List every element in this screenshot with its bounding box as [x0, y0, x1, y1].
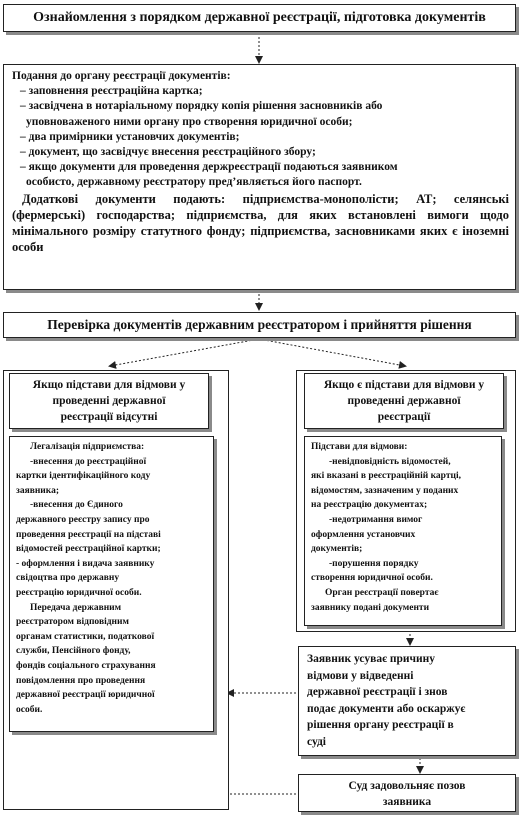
submission-item: особисто, державному реєстратору пред’являється його паспорт.: [26, 176, 362, 189]
step-court: [298, 774, 516, 812]
right-title-line: реєстрації: [377, 411, 431, 423]
left-branch-body: [9, 436, 214, 732]
step-familiarization-text: Ознайомлення з порядком державної реєстрації, підготовка документів: [33, 10, 486, 25]
left-body-line: реєстратором відповідним: [16, 617, 129, 628]
step-familiarization: [3, 4, 516, 32]
arrow-step3-to-right: [259, 339, 405, 366]
left-body-line: реєстрацію юридичної особи.: [16, 587, 142, 598]
left-body-line: - оформлення і видача заявнику: [16, 558, 155, 569]
resubmit-line: Заявник усуває причину: [307, 653, 436, 665]
right-body-line: документів;: [311, 544, 363, 555]
right-body-line: -порушення порядку: [329, 558, 419, 569]
right-title-line: проведенні державної: [347, 395, 461, 407]
step-verification-text: Перевірка документів державним реєстратором і прийняття рішення: [47, 317, 472, 332]
left-body-line: фондів соціального страхування: [16, 660, 156, 671]
resubmit-line: подає документи або оскаржує: [307, 702, 466, 715]
left-title-line: Якщо підстави для відмови у: [32, 379, 186, 391]
left-body-line: особи.: [16, 704, 43, 715]
left-branch-title: [9, 373, 209, 429]
resubmit-line: рішення органу реєстрації в: [307, 719, 454, 732]
right-body-line: які вказані в реєстраційній картці,: [311, 471, 461, 482]
left-body-line: Передача державним: [30, 602, 122, 613]
left-body-line: -внесення до Єдиного: [30, 500, 123, 511]
right-title-line: Якщо є підстави для відмови у: [323, 379, 485, 391]
court-line: Суд задовольняє позов: [348, 780, 466, 792]
submission-additional: Додаткові документи подають: підприємства-монополісти; АТ; селянські (фермерські) господарства; підприємства, для яких встановлені вимоги щодо мінімального розміру статутного фонду; підприємства, засновниками яких є іноземні особи: [12, 191, 509, 254]
step-verification: [3, 312, 516, 338]
right-body-line: відомостям, зазначеним у поданих: [311, 485, 459, 496]
right-body-line: на реєстрацію документах;: [311, 500, 428, 511]
left-body-line: проведення реєстрації на підставі: [16, 529, 161, 540]
left-title-line: проведенні державної: [52, 395, 166, 407]
left-body-line: органам статистики, податкової: [16, 631, 155, 642]
step-submission: [3, 64, 516, 290]
submission-heading: Подання до органу реєстрації документів:: [12, 70, 231, 82]
submission-item: – заповнення реєстраційна картка;: [20, 85, 203, 98]
left-body-line: служби, Пенсійного фонду,: [16, 646, 131, 657]
right-body-line: Орган реєстрації повертає: [325, 587, 439, 598]
submission-item: – два примірники установчих документів;: [20, 130, 240, 143]
step-resubmit: [298, 646, 516, 756]
left-title-line: реєстрації відсутні: [60, 411, 158, 423]
right-branch-title: [304, 373, 504, 429]
left-body-line: картки ідентифікаційного коду: [16, 471, 151, 482]
left-body-line: відомостей реєстраційної картки;: [16, 544, 161, 555]
resubmit-line: суді: [307, 735, 326, 748]
left-body-line: державної реєстрації юридичної: [16, 690, 155, 701]
submission-item: – документ, що засвідчує внесення реєстраційного збору;: [20, 146, 316, 159]
left-body-line: свідоцтва про державну: [16, 573, 120, 584]
left-body-line: заявника;: [16, 485, 60, 496]
left-body-line: -внесення до реєстраційної: [30, 456, 147, 467]
right-body-line: -невідповідність відомостей,: [329, 456, 451, 467]
submission-item: – якщо документи для проведення держреєстрації подаються заявником: [20, 161, 398, 174]
submission-item: – засвідчена в нотаріальному порядку копія рішення засновників або: [20, 100, 383, 113]
right-branch-body: [304, 436, 502, 626]
right-body-line: заявнику подані документи: [311, 602, 430, 613]
right-body-line: оформлення установчих: [311, 529, 416, 540]
submission-item: уповноваженого ними органу про створення юридичної особи;: [26, 115, 353, 128]
left-body-line: Легалізація підприємства:: [30, 442, 145, 452]
resubmit-line: відмови у відведенні: [307, 669, 414, 682]
resubmit-line: державної реєстрації і знов: [307, 686, 448, 699]
left-body-line: повідомлення про проведення: [16, 675, 146, 686]
court-line: заявника: [382, 796, 432, 808]
right-body-line: створення юридичної особи.: [311, 573, 433, 584]
right-body-line: -недотримання вимог: [329, 514, 423, 525]
right-body-line: Підстави для відмови:: [311, 442, 408, 452]
arrow-step3-to-left: [110, 339, 259, 366]
left-body-line: державного реєстру запису про: [16, 514, 150, 525]
